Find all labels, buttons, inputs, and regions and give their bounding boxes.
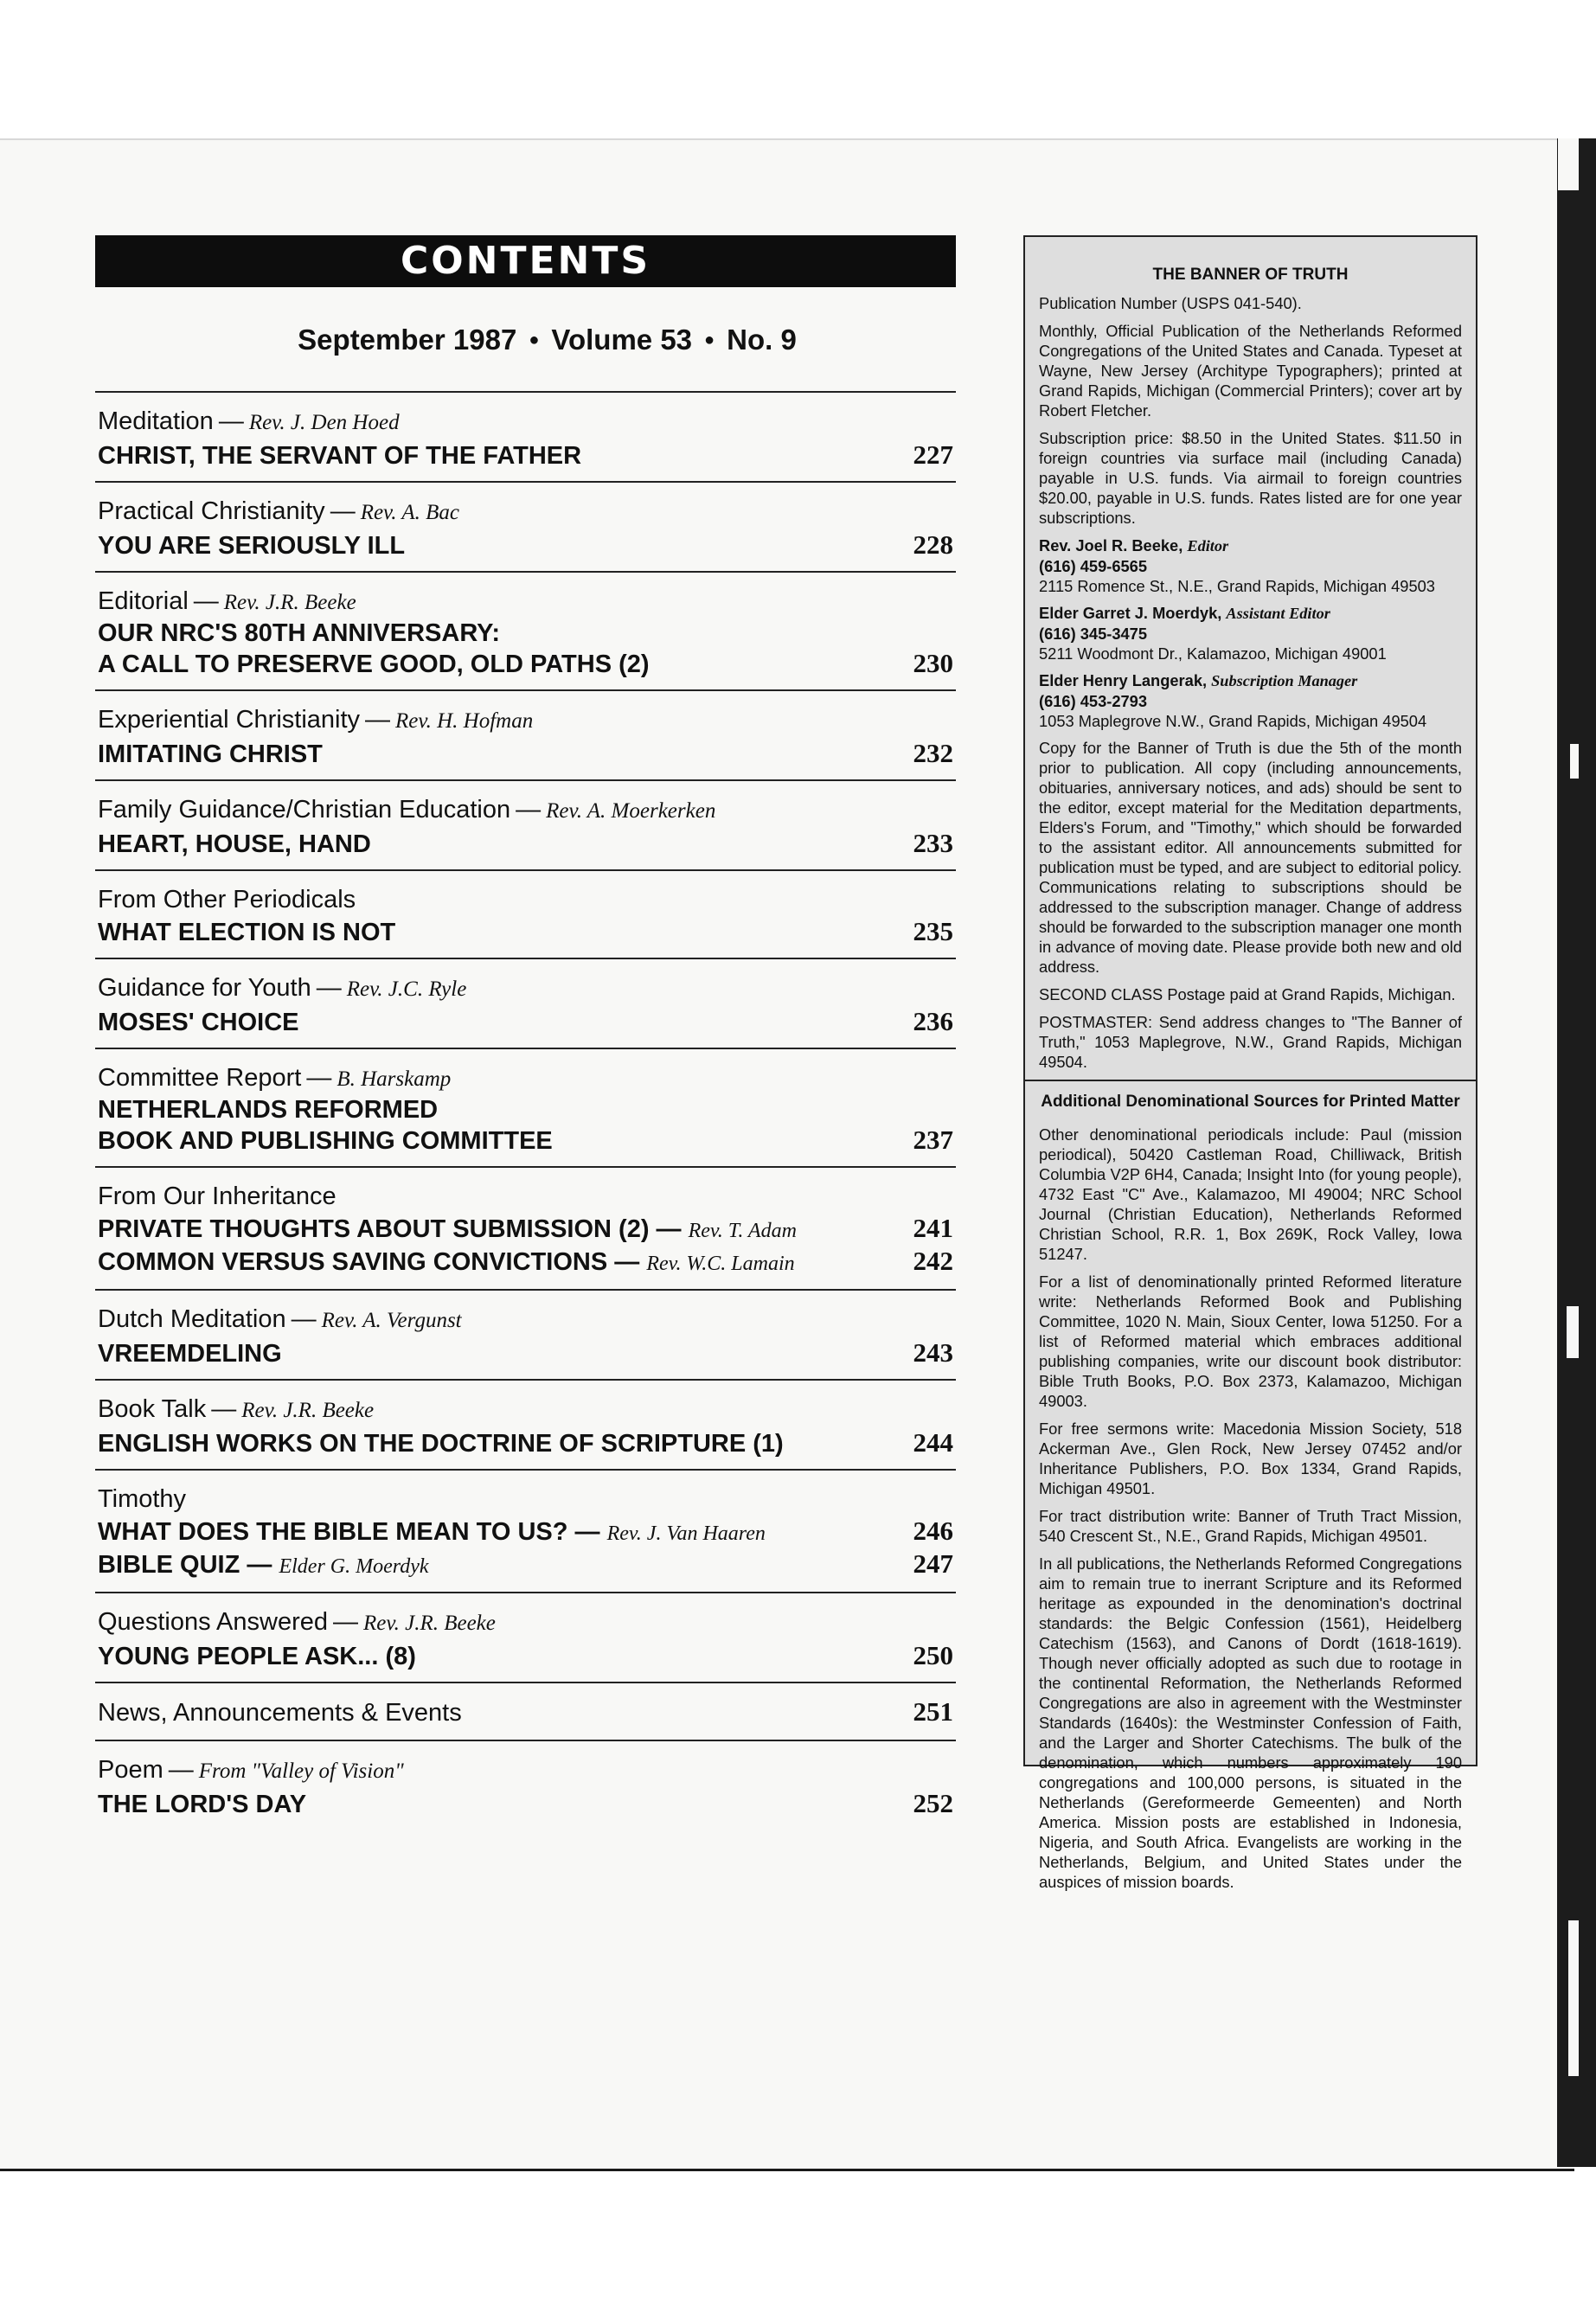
dash-separator: —: [316, 974, 342, 1002]
dash-separator: —: [567, 1518, 607, 1546]
section-line: [98, 703, 956, 738]
page-number: 241: [913, 1213, 953, 1243]
staff-name-line: [1039, 670, 1462, 691]
section-heading: [98, 971, 466, 1006]
article-author: Rev. T. Adam: [688, 1220, 797, 1242]
sources-paragraph: For free sermons write: Macedonia Mission Society, 518 Ackerman Ave., Glen Rock, New Jersey 07452 and/or Inheritance Publishers, P.O. Box 1334, Grand Rapids, Michigan 49501.: [1039, 1420, 1462, 1497]
section-author: Rev. H. Hofman: [395, 709, 534, 733]
article-title-text: ENGLISH WORKS ON THE DOCTRINE OF SCRIPTURE (1): [98, 1430, 784, 1458]
dash-separator: —: [218, 407, 244, 435]
staff-name-line: [1039, 603, 1462, 624]
section-name: Experiential Christianity: [98, 706, 361, 734]
section-heading: [98, 793, 715, 828]
page-number: 228: [913, 529, 953, 560]
issue-line: [95, 324, 956, 356]
dash-separator: —: [365, 706, 391, 734]
section-name: Committee Report: [98, 1064, 302, 1092]
staff-phone: (616) 459-6565: [1039, 557, 1148, 575]
staff-role: Subscription Manager: [1211, 672, 1358, 689]
article-row: [98, 1548, 956, 1581]
article-row: [98, 1337, 956, 1368]
article-title: [98, 619, 500, 648]
article-author: Elder G. Moerdyk: [279, 1555, 429, 1578]
section-line: [98, 1393, 956, 1427]
section-name: Dutch Meditation: [98, 1305, 286, 1333]
section-name: Timothy: [98, 1485, 187, 1513]
section-line: [98, 793, 956, 828]
issue-number: No. 9: [727, 324, 797, 356]
section-line: [98, 585, 956, 619]
section-line: [98, 495, 956, 529]
page-number: 233: [913, 828, 953, 858]
article-title: [98, 1340, 282, 1368]
article-title-text: THE LORD'S DAY: [98, 1791, 307, 1818]
article-row: [98, 1516, 956, 1548]
dash-separator: —: [240, 1551, 279, 1579]
section-heading: [98, 405, 400, 439]
article-row: [98, 1213, 956, 1246]
article-title: [98, 1248, 795, 1279]
section-author: Rev. J. Den Hoed: [248, 411, 400, 434]
section-name: Family Guidance/Christian Education: [98, 796, 511, 824]
contents-entry[interactable]: [95, 1168, 956, 1291]
article-row: [98, 738, 956, 769]
article-title-text: CHRIST, THE SERVANT OF THE FATHER: [98, 442, 582, 470]
section-heading: [98, 495, 459, 529]
publication-description: Monthly, Official Publication of the Netherlands Reformed Congregations of the United States and Canada. Typeset at Wayne, New Jersey (Architype Typographers); printed at Grand Rapids, Michigan (Commercial Printers); cover art by Robert Fletcher.: [1039, 322, 1462, 420]
dash-separator: —: [332, 1608, 358, 1636]
article-title: [98, 442, 581, 471]
staff-member: [1039, 603, 1462, 663]
article-row: [98, 1125, 956, 1156]
sources-list: [1039, 1125, 1462, 1892]
article-title: [98, 1518, 766, 1548]
article-title: [98, 1096, 438, 1125]
section-heading: [98, 1061, 451, 1096]
article-title: [98, 1215, 797, 1246]
article-title-text: IMITATING CHRIST: [98, 740, 323, 768]
article-row: [98, 916, 956, 947]
section-heading: [98, 1483, 186, 1516]
page-number: 236: [913, 1006, 953, 1036]
section-author: Rev. A. Bac: [360, 501, 459, 524]
article-row: [98, 619, 956, 648]
bullet-icon: ●: [704, 330, 715, 349]
article-title-text: NETHERLANDS REFORMED: [98, 1096, 439, 1124]
article-title-text: YOU ARE SERIOUSLY ILL: [98, 532, 406, 560]
postmaster-notice: POSTMASTER: Send address changes to "The Banner of Truth," 1053 Maplegrove, N.W., Grand Rapids, Michigan 49504.: [1039, 1013, 1462, 1071]
article-title-text: MOSES' CHOICE: [98, 1009, 299, 1036]
section-line: [98, 1061, 956, 1096]
section-heading: [98, 585, 356, 619]
sources-paragraph: In all publications, the Netherlands Reformed Congregations aim to remain true to inerrant Scripture and its Reformed heritage as expounded in the denomination's doctrinal standards: the Belgic Confession (1561), Heidelberg Catechism (1563), and Canons of Dordt (1618-1619). Though never officially adopted as such due to rootage in the continental Reformation, the Netherlands Reformed Congregations are also in agreement with the Westminster Standards (1640s): the Westminster Confession of Faith, and the Larger and Shorter Catechisms. The bulk of the denomination, which numbers approximately 190 congregations and 100,000 persons, is situated in the Netherlands (Gereformeerde Gemeenten) and North America. Mission posts are established in Indonesia, Nigeria, and South Africa. Evangelists are working in the Netherlands, Belgium, and United States under the auspices of mission boards.: [1039, 1554, 1462, 1891]
article-row: [98, 1427, 956, 1458]
staff-phone: (616) 453-2793: [1039, 692, 1148, 710]
section-author: B. Harskamp: [337, 1067, 452, 1091]
article-title: [98, 740, 323, 769]
article-title-text: BIBLE QUIZ: [98, 1551, 240, 1579]
contents-entry[interactable]: [95, 483, 956, 573]
article-row: [98, 1788, 956, 1819]
contents-entry[interactable]: [95, 1049, 956, 1168]
section-name: Meditation: [98, 407, 214, 435]
dash-separator: —: [330, 497, 356, 525]
page-number: 246: [913, 1516, 953, 1546]
page-number: 244: [913, 1427, 953, 1458]
article-title: [98, 1791, 306, 1819]
article-title-text: COMMON VERSUS SAVING CONVICTIONS: [98, 1248, 608, 1276]
section-line: [98, 1483, 956, 1516]
contents-entry[interactable]: [95, 1471, 956, 1593]
article-title-text: HEART, HOUSE, HAND: [98, 830, 371, 858]
section-author: Rev. J.R. Beeke: [362, 1612, 496, 1635]
article-title: [98, 1643, 416, 1671]
contents-entry[interactable]: [95, 691, 956, 781]
staff-address: 2115 Romence St., N.E., Grand Rapids, Michigan 49503: [1039, 577, 1435, 595]
article-title: [98, 1551, 429, 1581]
contents-entry[interactable]: [95, 959, 956, 1049]
page-number: 237: [913, 1125, 953, 1155]
section-heading: [98, 1696, 462, 1729]
masthead-heading: THE BANNER OF TRUTH: [1152, 266, 1349, 284]
staff-member: [1039, 535, 1462, 596]
contents-entry[interactable]: [95, 1741, 956, 1830]
staff-address: 1053 Maplegrove N.W., Grand Rapids, Michigan 49504: [1039, 712, 1427, 730]
staff-role: Assistant Editor: [1226, 605, 1330, 622]
sources-paragraph: Other denominational periodicals include: Paul (mission periodical), 50420 Castleman Road, Chilliwack, British Columbia V2P 6H4, Canada; Insight Into (for young people), 4732 East "C" Ave., Kalamazoo, MI 49004; NRC School Journal (Christian Education), Netherlands Reformed Christian School, R.R. 1, Box 269K, Rock Valley, Iowa 51247.: [1039, 1125, 1462, 1263]
section-line: [98, 883, 956, 916]
article-title-text: PRIVATE THOUGHTS ABOUT SUBMISSION (2): [98, 1215, 650, 1243]
section-line: [98, 1303, 956, 1337]
section-name: Guidance for Youth: [98, 974, 311, 1002]
page-number: 251: [913, 1696, 953, 1727]
article-title-text: VREEMDELING: [98, 1340, 282, 1368]
section-name: Practical Christianity: [98, 497, 325, 525]
section-author: Rev. J.C. Ryle: [346, 977, 467, 1001]
staff-name: Rev. Joel R. Beeke,: [1039, 536, 1188, 554]
masthead-box: [1023, 235, 1477, 1891]
article-row: [98, 1096, 956, 1125]
article-title-text: A CALL TO PRESERVE GOOD, OLD PATHS (2): [98, 651, 650, 678]
page-number: 232: [913, 738, 953, 768]
staff-name-line: [1039, 535, 1462, 556]
section-line: [98, 1753, 956, 1788]
issue-date: September 1987: [298, 324, 517, 356]
section-name: Editorial: [98, 587, 189, 615]
section-name: Questions Answered: [98, 1608, 328, 1636]
contents-entry[interactable]: [95, 393, 956, 483]
staff-role: Editor: [1187, 537, 1229, 554]
section-heading: [98, 1180, 337, 1213]
article-row: [98, 529, 956, 561]
staff-phone: (616) 345-3475: [1039, 625, 1148, 643]
section-heading: [98, 1303, 462, 1337]
article-row: [98, 1246, 956, 1279]
contents-entry[interactable]: [95, 1593, 956, 1683]
contents-entry[interactable]: [95, 781, 956, 871]
contents-column: [95, 235, 956, 1830]
contents-title: CONTENTS: [95, 235, 956, 287]
staff-name: Elder Garret J. Moerdyk,: [1039, 604, 1227, 622]
section-name: News, Announcements & Events: [98, 1699, 462, 1727]
dash-separator: —: [211, 1395, 237, 1423]
section-heading: [98, 1753, 404, 1788]
article-title-text: YOUNG PEOPLE ASK... (8): [98, 1643, 416, 1670]
article-title-text: WHAT ELECTION IS NOT: [98, 919, 396, 946]
issue-volume: Volume 53: [551, 324, 693, 356]
staff-member: [1039, 670, 1462, 731]
bullet-icon: ●: [529, 330, 540, 349]
section-heading: [98, 703, 533, 738]
section-name: From Our Inheritance: [98, 1183, 337, 1210]
page-number: 230: [913, 648, 953, 678]
section-line: [98, 405, 956, 439]
article-row: [98, 439, 956, 471]
postage-notice: SECOND CLASS Postage paid at Grand Rapids, Michigan.: [1039, 985, 1456, 1003]
page-number: 227: [913, 439, 953, 470]
contents-entry[interactable]: [95, 1291, 956, 1381]
article-title: [98, 1127, 553, 1156]
page-number: 242: [913, 1246, 953, 1276]
article-title: [98, 830, 371, 859]
page-number: 243: [913, 1337, 953, 1368]
section-line: [98, 971, 956, 1006]
dash-separator: —: [193, 587, 219, 615]
article-title-text: OUR NRC'S 80TH ANNIVERSARY:: [98, 619, 501, 647]
section-author: Rev. J.R. Beeke: [241, 1399, 375, 1422]
contents-list: [95, 391, 956, 1830]
contents-entry[interactable]: [95, 1683, 956, 1741]
article-author: Rev. J. Van Haaren: [606, 1522, 766, 1545]
page-number: 252: [913, 1788, 953, 1818]
section-author: Rev. A. Vergunst: [321, 1309, 462, 1332]
section-line: [98, 1695, 956, 1729]
dash-separator: —: [306, 1064, 332, 1092]
staff-name: Elder Henry Langerak,: [1039, 671, 1212, 689]
sources-paragraph: For a list of denominationally printed Reformed literature write: Netherlands Reformed Book and Publishing Committee, 1020 N. Main, Sioux Center, Iowa 51250. For a list of Reformed material which embraces additional publishing companies, write our discount book distributor: Bible Truth Books, P.O. Box 2373, Kalamazoo, Michigan 49003.: [1039, 1272, 1462, 1410]
section-line: [98, 1180, 956, 1213]
dash-separator: —: [607, 1248, 647, 1276]
dash-separator: —: [168, 1756, 194, 1784]
sources-heading: Additional Denominational Sources for Printed Matter: [1041, 1093, 1460, 1111]
article-row: [98, 1006, 956, 1037]
subscription-price: Subscription price: $8.50 in the United States. $11.50 in foreign countries via surface mail (including Canada) payable in U.S. funds. Via airmail to foreign countries $20.00, payable in U.S. funds. Rates listed are for one year subscriptions.: [1039, 429, 1462, 527]
article-row: [98, 828, 956, 859]
page-edge-shadow: [1557, 138, 1596, 2167]
section-author: From "Valley of Vision": [198, 1759, 404, 1783]
article-title: [98, 1430, 784, 1458]
staff-list: [1039, 535, 1462, 731]
copy-notice: Copy for the Banner of Truth is due the 5th of the month prior to publication. All copy (including announcements, obituaries, anniversary notices, and ads) should be sent to the editor, except material for the Meditation departments, Elders's Forum, and "Timothy," which should be forwarded to the assistant editor. All announcements submitted for publication must be typed, and are subject to editorial policy. Communications relating to subscriptions should be addressed to the subscription manager. Change of address should be forwarded to the subscription manager one month in advance of moving date. Please provide both new and old address.: [1039, 739, 1462, 976]
section-heading: [98, 883, 356, 916]
article-title-text: BOOK AND PUBLISHING COMMITTEE: [98, 1127, 553, 1155]
section-author: Rev. A. Moerkerken: [546, 799, 716, 823]
section-heading: [98, 1606, 496, 1640]
contents-entry[interactable]: [95, 871, 956, 959]
page-number: 235: [913, 916, 953, 946]
article-title: [98, 919, 395, 947]
section-line: [98, 1606, 956, 1640]
dash-separator: —: [291, 1305, 317, 1333]
sources-paragraph: For tract distribution write: Banner of Truth Tract Mission, 540 Crescent St., N.E., Grand Rapids, Michigan 49501.: [1039, 1507, 1462, 1545]
publication-number: Publication Number (USPS 041-540).: [1039, 294, 1302, 312]
section-heading: [98, 1393, 374, 1427]
article-row: [98, 648, 956, 679]
article-title: [98, 651, 650, 679]
staff-address: 5211 Woodmont Dr., Kalamazoo, Michigan 49001: [1039, 644, 1387, 663]
section-author: Rev. J.R. Beeke: [223, 591, 356, 614]
section-name: Book Talk: [98, 1395, 207, 1423]
page-number: 250: [913, 1640, 953, 1670]
article-title: [98, 532, 405, 561]
masthead-divider: [1025, 1080, 1476, 1081]
article-author: Rev. W.C. Lamain: [646, 1253, 795, 1275]
section-name: From Other Periodicals: [98, 886, 356, 913]
dash-separator: —: [649, 1215, 689, 1243]
dash-separator: —: [516, 796, 542, 824]
article-row: [98, 1640, 956, 1671]
article-title-text: WHAT DOES THE BIBLE MEAN TO US?: [98, 1518, 568, 1546]
page-number: 247: [913, 1548, 953, 1579]
article-title: [98, 1009, 298, 1037]
section-name: Poem: [98, 1756, 163, 1784]
contents-entry[interactable]: [95, 573, 956, 691]
contents-entry[interactable]: [95, 1381, 956, 1471]
